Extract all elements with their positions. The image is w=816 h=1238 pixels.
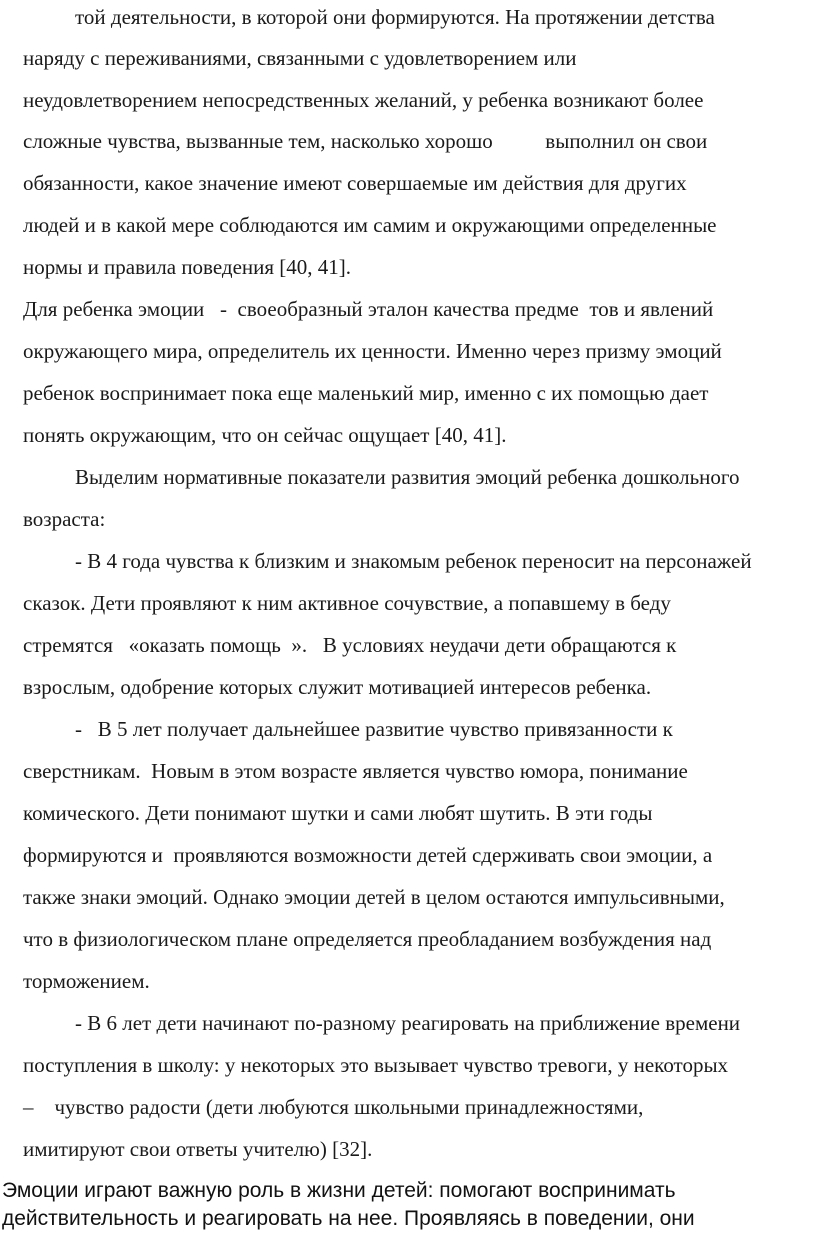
text-line: окружающего мира, определитель их ценности. Именно через призму эмоций [23,339,722,363]
text-line: Выделим нормативные показатели развития эмоций ребенка дошкольного [75,465,740,489]
text-line: взрослым, одобрение которых служит мотивацией интересов ребенка. [23,675,652,699]
text-line: сказок. Дети проявляют к ним активное сочувствие, а попавшему в беду [23,591,671,615]
text-line: стремятся «оказать помощь ». В условиях неудачи дети обращаются к [23,633,677,657]
text-line: также знаки эмоций. Однако эмоции детей в целом остаются импульсивными, [23,885,725,909]
text-line: имитируют свои ответы учителю) [32]. [23,1137,373,1161]
text-line: комического. Дети понимают шутки и сами любят шутить. В эти годы [23,801,653,825]
text-line: наряду с переживаниями, связанными с удовлетворением или [23,46,577,70]
text-line: Для ребенка эмоции - своеобразный эталон качества предме тов и явлений [23,297,714,321]
text-line: - В 6 лет дети начинают по-разному реагировать на приближение времени [75,1011,741,1035]
text-line: торможением. [23,969,150,993]
text-line: что в физиологическом плане определяется преобладанием возбуждения над [23,927,712,951]
text-line: - В 5 лет получает дальнейшее развитие чувство привязанности к [75,717,673,741]
text-line: ребенок воспринимает пока еще маленький мир, именно с их помощью дает [23,381,709,405]
text-line: формируются и проявляются возможности детей сдерживать свои эмоции, а [23,843,713,867]
text-line: – чувство радости (дети любуются школьными принадлежностями, [23,1095,644,1119]
text-line: - В 4 года чувства к близким и знакомым ребенок переносит на персонажей [75,549,752,573]
text-line: понять окружающим, что он сейчас ощущает [40, 41]. [23,423,507,447]
text-line: поступления в школу: у некоторых это вызывает чувство тревоги, у некоторых [23,1053,729,1077]
text-line: Эмоции играют важную роль в жизни детей: помогают воспринимать [2,1179,676,1202]
text-line: нормы и правила поведения [40, 41]. [23,255,352,279]
text-line: сверстникам. Новым в этом возрасте является чувство юмора, понимание [23,759,688,783]
text-line: возраста: [23,507,106,531]
text-line: неудовлетворением непосредственных желаний, у ребенка возникают более [23,88,704,112]
text-line: людей и в какой мере соблюдаются им самим и окружающими определенные [23,213,717,237]
text-line: обязанности, какое значение имеют совершаемые им действия для других [23,171,687,195]
text-line: той деятельности, в которой они формируются. На протяжении детства [75,5,715,29]
text-line: действительность и реагировать на нее. Проявляясь в поведении, они [2,1207,695,1230]
text-line: сложные чувства, вызванные тем, насколько хорошо выполнил он свои [23,129,708,153]
